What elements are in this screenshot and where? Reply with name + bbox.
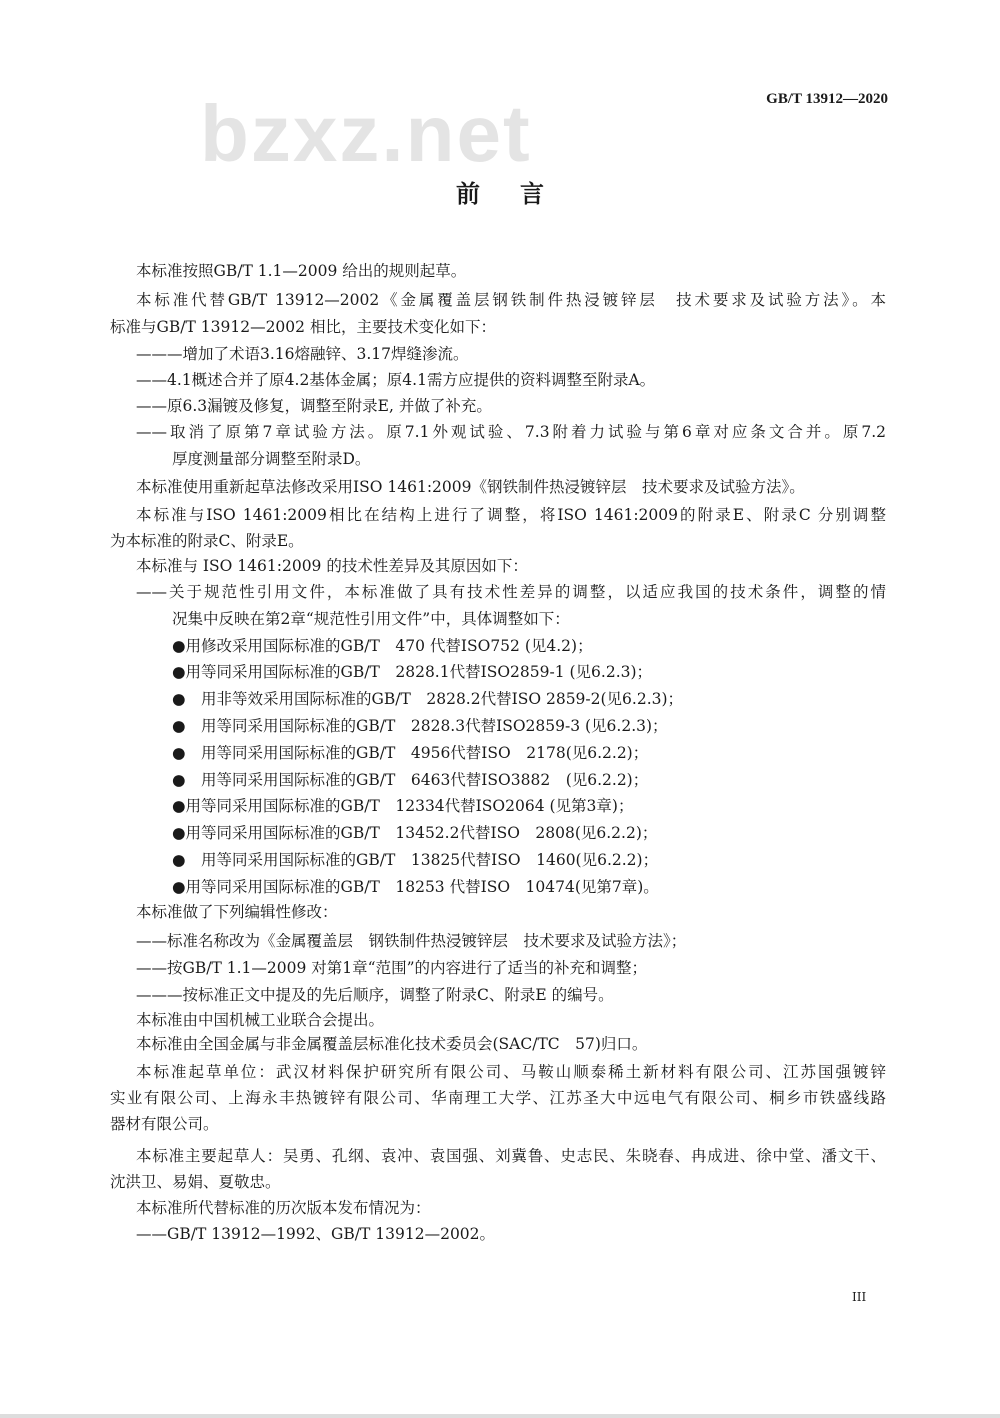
text-line: 为本标准的附录C、附录E。 bbox=[110, 532, 304, 550]
text-line: ———按标准正文中提及的先后顺序，调整了附录C、附录E 的编号。 bbox=[136, 986, 614, 1004]
text-line: 本标准由中国机械工业联合会提出。 bbox=[136, 1011, 385, 1029]
text-line: ——取消了原第7章试验方法。原7.1外观试验、7.3附着力试验与第6章对应条文合并。原7.2 bbox=[136, 423, 886, 441]
page-title: 前言 bbox=[456, 179, 584, 208]
text-line: ●用等同采用国际标准的GB/T 2828.1代替ISO2859-1 (见6.2.3)； bbox=[172, 663, 653, 681]
text-line: ●用等同采用国际标准的GB/T 13452.2代替ISO 2808(见6.2.2)； bbox=[172, 824, 658, 842]
text-line: ● 用等同采用国际标准的GB/T 2828.3代替ISO2859-3 (见6.2.3)； bbox=[172, 717, 668, 735]
text-line: 标准与GB/T 13912—2002 相比，主要技术变化如下： bbox=[110, 318, 496, 336]
text-line: 本标准做了下列编辑性修改： bbox=[136, 903, 338, 921]
text-line: 本标准由全国金属与非金属覆盖层标准化技术委员会(SAC/TC 57)归口。 bbox=[136, 1035, 648, 1053]
text-line: 况集中反映在第2章“规范性引用文件”中，具体调整如下： bbox=[172, 610, 570, 628]
text-line: 本标准按照GB/T 1.1—2009 给出的规则起草。 bbox=[136, 262, 467, 280]
text-line: 器材有限公司。 bbox=[110, 1115, 219, 1133]
text-line: ● 用非等效采用国际标准的GB/T 2828.2代替ISO 2859-2(见6.2.3)； bbox=[172, 690, 684, 708]
text-line: ——标准名称改为《金属覆盖层 钢铁制件热浸镀锌层 技术要求及试验方法》； bbox=[136, 932, 687, 950]
text-line: ● 用等同采用国际标准的GB/T 4956代替ISO 2178(见6.2.2)； bbox=[172, 744, 649, 762]
text-line: ●用等同采用国际标准的GB/T 18253 代替ISO 10474(见第7章)。 bbox=[172, 878, 659, 896]
text-line: ●用修改采用国际标准的GB/T 470 代替ISO752 (见4.2)； bbox=[172, 637, 593, 655]
text-line: 本标准所代替标准的历次版本发布情况为： bbox=[136, 1199, 431, 1217]
text-line: ●用等同采用国际标准的GB/T 12334代替ISO2064 (见第3章)； bbox=[172, 797, 634, 815]
text-line: 厚度测量部分调整至附录D。 bbox=[172, 450, 371, 468]
text-line: 本标准与ISO 1461:2009相比在结构上进行了调整，将ISO 1461:2009的附录E、附录C 分别调整 bbox=[136, 506, 886, 524]
text-line: 本标准与 ISO 1461:2009 的技术性差异及其原因如下： bbox=[136, 557, 528, 575]
text-line: ——4.1概述合并了原4.2基体金属；原4.1需方应提供的资料调整至附录A。 bbox=[136, 371, 656, 389]
page-number: III bbox=[852, 1290, 867, 1304]
text-line: 本标准主要起草人：吴勇、孔纲、袁冲、袁国强、刘冀鲁、史志民、朱晓春、冉成进、徐中堂、潘文干、 bbox=[136, 1147, 886, 1165]
watermark: bzxz.net bbox=[200, 89, 532, 178]
text-line: ——关于规范性引用文件，本标准做了具有技术性差异的调整，以适应我国的技术条件，调整的情 bbox=[136, 583, 886, 601]
text-line: 本标准起草单位：武汉材料保护研究所有限公司、马鞍山顺泰稀土新材料有限公司、江苏国强镀锌 bbox=[136, 1063, 886, 1081]
text-line: 沈洪卫、易娟、夏敬忠。 bbox=[110, 1173, 281, 1191]
text-line: 本标准代替GB/T 13912—2002《金属覆盖层钢铁制件热浸镀锌层 技术要求及试验方法》。本 bbox=[136, 291, 886, 309]
text-line: ——按GB/T 1.1—2009 对第1章“范围”的内容进行了适当的补充和调整； bbox=[136, 959, 647, 977]
text-line: ● 用等同采用国际标准的GB/T 6463代替ISO3882 (见6.2.2)； bbox=[172, 771, 649, 789]
text-line: 本标准使用重新起草法修改采用ISO 1461:2009《钢铁制件热浸镀锌层 技术要求及试验方法》。 bbox=[136, 478, 805, 496]
page-bottom-edge bbox=[0, 1414, 1000, 1418]
text-line: ● 用等同采用国际标准的GB/T 13825代替ISO 1460(见6.2.2)； bbox=[172, 851, 659, 869]
text-line: 实业有限公司、上海永丰热镀锌有限公司、华南理工大学、江苏圣大中远电气有限公司、桐乡市铁盛线路 bbox=[110, 1089, 886, 1107]
text-line: ———增加了术语3.16熔融锌、3.17焊缝渗流。 bbox=[136, 345, 469, 363]
text-line: ——GB/T 13912—1992、GB/T 13912—2002。 bbox=[136, 1225, 496, 1243]
standard-number-header: GB/T 13912—2020 bbox=[766, 91, 888, 107]
text-line: ——原6.3漏镀及修复，调整至附录E, 并做了补充。 bbox=[136, 397, 492, 415]
